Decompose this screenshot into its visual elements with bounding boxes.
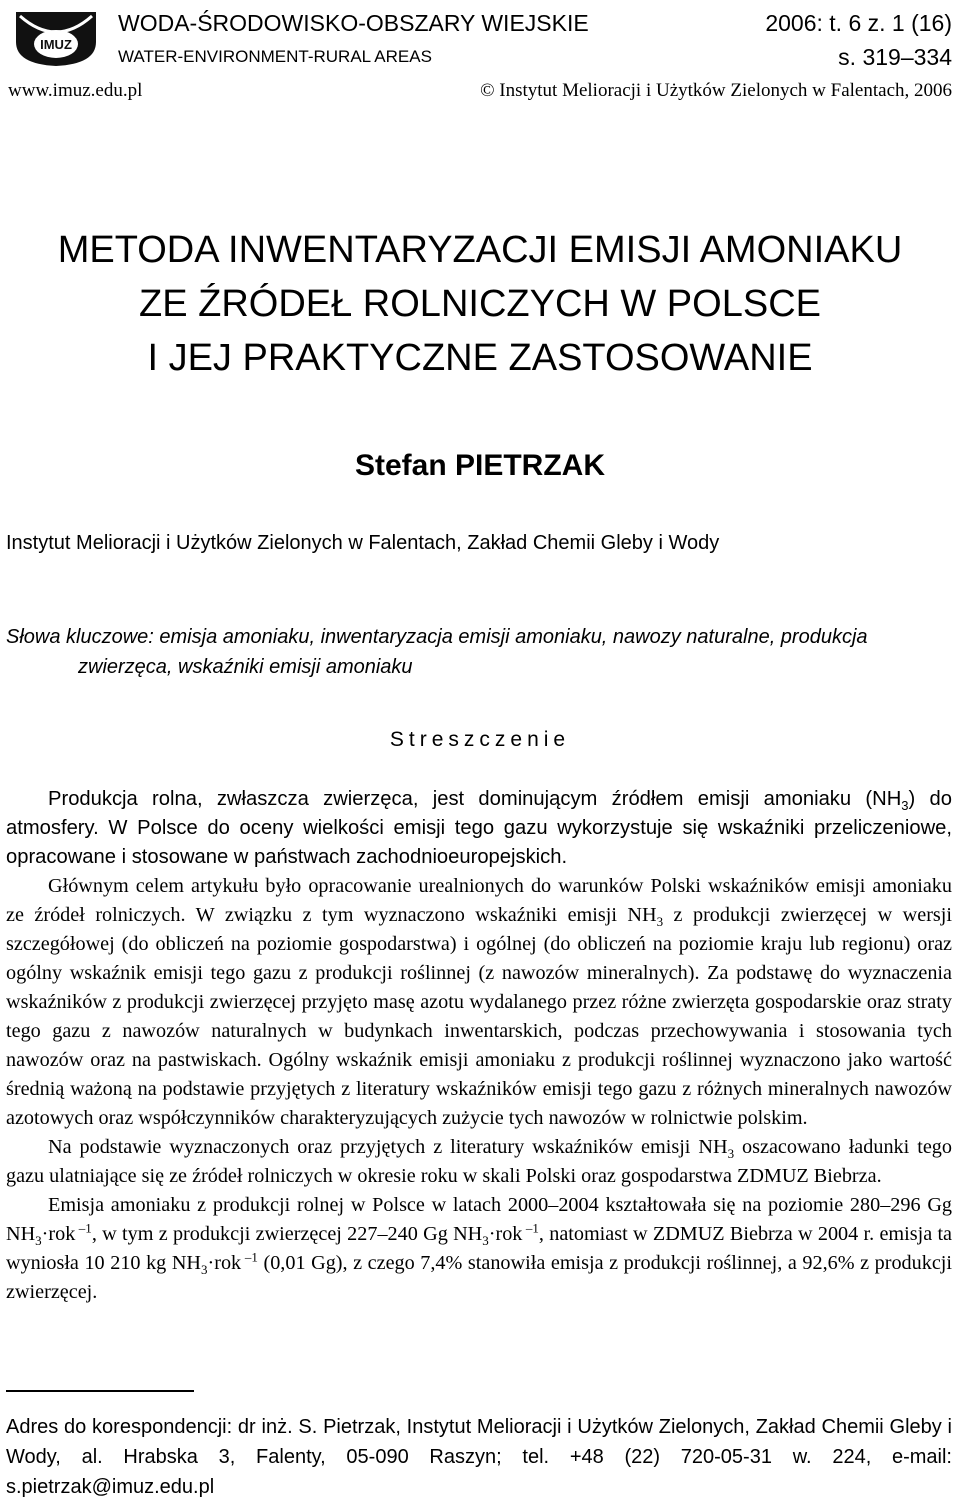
logo-text: IMUZ [40, 37, 72, 52]
footnote-rule [6, 1390, 194, 1392]
keywords-line-2: zwierzęca, wskaźniki emisji amoniaku [78, 656, 413, 678]
page-range: s. 319–334 [838, 44, 952, 70]
url-copyright-line [8, 80, 952, 102]
abstract-paragraph-1: Produkcja rolna, zwłaszcza zwierzęca, jest dominującym źródłem emisji amoniaku $(NH_3)$ do atmosfery. W Polsce do oceny wielkości emisji tego gazu wykorzystuje się wskaźniki przeliczeniowe, opracowane i stosowane w państwach zachodnioeuropejskich. [6, 788, 952, 868]
copyright-text: © Instytut Melioracji i Użytków Zielonych w Falentach, 2006 [480, 80, 952, 101]
journal-url[interactable]: www.imuz.edu.pl [8, 80, 143, 101]
title-line-2: ZE ŹRÓDEŁ ROLNICZYCH W POLSCE [139, 283, 821, 325]
abstract-paragraph-2: Głównym celem artykułu było opracowanie urealnionych do warunków Polski wskaźników emisji amoniaku ze źródeł rolniczych. W związku z tym wyznaczono wskaźniki emisji $NH_3$ z produkcji zwierzęcej w wersji szczegółowej (do obliczeń na poziomie gospodarstwa) i ogólnej (do obliczeń na poziomie kraju lub regionu) oraz ogólny wskaźnik emisji tego gazu z produkcji roślinnej (z nawozów mineralnych). Za podstawę do wyznaczenia wskaźników z produkcji zwierzęcej przyjęto masę azotu wydalanego przez różne zwierzęta gospodarskie oraz straty tego gazu z nawozów naturalnych w budynkach inwentarskich, podczas przechowywania i stosowania tych nawozów oraz na pastwiskach. Ogólny wskaźnik emisji amoniaku z produkcji roślinnej wyznaczono jako wartość średnią ważoną na podstawie przyjętych z literatury wskaźników emisji tego gazu z różnych mineralnych nawozów azotowych oraz współczynników charakteryzujących zużycie tych nawozów w rolnictwie polskim. [6, 875, 952, 1129]
abstract-body [6, 785, 952, 1307]
abstract-paragraph-3: Na podstawie wyznaczonych oraz przyjętych z literatury wskaźników emisji $NH_3$ oszacowano ładunki tego gazu ulatniające się ze źródeł rolniczych w okresie roku w skali Polski oraz gospodarstwa ZDMUZ Biebrza. [6, 1136, 952, 1187]
author-name: Stefan PIETRZAK [354, 449, 606, 482]
imuz-logo [10, 8, 102, 68]
keywords-line-1: Słowa kluczowe: emisja amoniaku, inwentaryzacja emisji amoniaku, nawozy naturalne, produkcja [6, 626, 868, 648]
volume-info: 2006: t. 6 z. 1 (16) [765, 10, 952, 36]
article-title [0, 223, 960, 385]
title-line-3: I JEJ PRAKTYCZNE ZASTOSOWANIE [147, 337, 813, 379]
affiliation: Instytut Melioracji i Użytków Zielonych w Falentach, Zakład Chemii Gleby i Wody [6, 532, 720, 554]
journal-title-pl: WODA-ŚRODOWISKO-OBSZARY WIEJSKIE [118, 10, 589, 36]
journal-title [118, 6, 589, 74]
issue-info [765, 6, 952, 74]
journal-title-en: WATER-ENVIRONMENT-RURAL AREAS [118, 47, 432, 66]
abstract-paragraph-4: Emisja amoniaku z produkcji rolnej w Polsce w latach 2000–2004 kształtowała się na poziomie 280–296 Gg $NH_3\cdot rok$ $^{-1}$, w tym z produkcji zwierzęcej 227–240 Gg $NH_3\cdot rok$ $^{-1}$, natomiast w ZDMUZ Biebrza w 2004 r. emisja ta wyniosła 10 210 kg $NH_3\cdot rok$ $^{-1}$ (0,01 Gg), z czego 7,4% stanowiła emisja z produkcji roślinnej, a 92,6% z produkcji zwierzęcej. [6, 1194, 953, 1303]
title-line-1: METODA INWENTARYZACJI EMISJI AMONIAKU [57, 229, 903, 271]
keywords [6, 622, 952, 682]
correspondence-footnote: Adres do korespondencji: dr inż. S. Pietrzak, Instytut Melioracji i Użytków Zielonych, Zakład Chemii Gleby i Wody, al. Hrabska 3, Falenty, 05-090 Raszyn; tel. +48 (22) 720-05-31 w. 224, e-mail: s.pietrzak@imuz.edu.pl [6, 1416, 952, 1498]
abstract-heading: Streszczenie [389, 728, 571, 751]
